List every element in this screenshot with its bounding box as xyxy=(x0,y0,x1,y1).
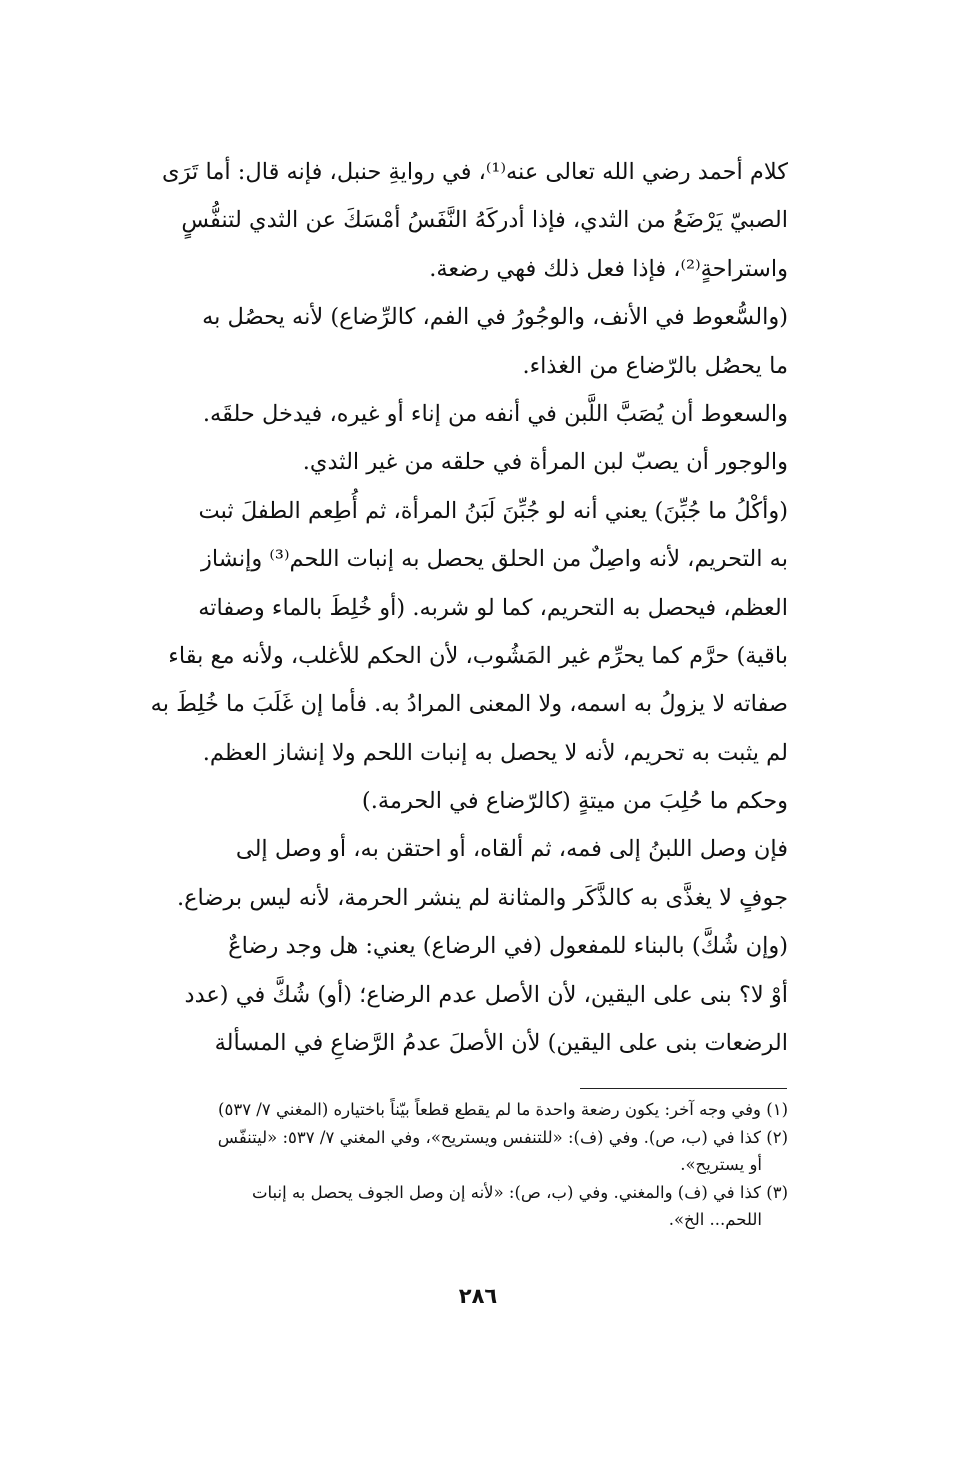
text-line: صفاته لا يزولُ به اسمه، ولا المعنى المرادُ به. فأما إن غَلَبَ ما خُلِطَ به xyxy=(150,691,788,718)
footnote-2: (٢) كذا في (ب، ص). وفي (ف): «للتنفس ويستريح»، وفي المغني ٧/ ٥٣٧: «ليتنفّس xyxy=(217,1127,788,1147)
text-line: الصبيّ يَرْضَعُ من الثدي، فإذا أدركَهُ النَّفَسُ أمْسَكَ عن الثدي لتنفُّسٍ xyxy=(181,207,788,234)
text-line: وحكم ما حُلِبَ من ميتةٍ (كالرّضاع في الحرمة.) xyxy=(361,788,788,815)
text-line: ما يحصُل بالرّضاع من الغذاء. xyxy=(522,352,788,379)
main-text xyxy=(118,148,788,1067)
text-line: لم يثبت به تحريم، لأنه لا يحصل به إنبات اللحم ولا إنشاز العظم. xyxy=(202,739,788,766)
text-line: الرضعات بنى على اليقين) لأن الأصلَ عدمُ الرَّضاعِ في المسألة xyxy=(214,1030,788,1057)
text-line: باقية) حرَّم كما يحرِّم غير المَشُوب، لأن الحكم للأغلب، ولأنه مع بقاء xyxy=(168,642,788,669)
text-line: (والسُّعوط في الأنف، والوجُورُ في الفم، كالرِّضاع) لأنه يحصُل به xyxy=(202,304,788,331)
footnote-3-continuation: اللحم... الخ». xyxy=(668,1210,762,1230)
text-line: والوجور أن يصبّ لبن المرأة في حلقه من غير الثدي. xyxy=(302,449,788,476)
page-number: ٢٨٦ xyxy=(458,1284,498,1308)
text-line: العظم، فيحصل به التحريم، كما لو شربه. (أو خُلِطَ بالماء وصفاته xyxy=(198,594,788,621)
footnote-2-continuation: أو يستريح». xyxy=(680,1155,762,1175)
footnote-3: (٣) كذا في (ف) والمغني. وفي (ب، ص): «لأنه إن وصل الجوف يحصل به إنبات xyxy=(251,1182,788,1202)
text-line: به التحريم، لأنه واصِلٌ من الحلق يحصل به إنبات اللحم⁽³⁾ وإنشاز xyxy=(201,546,788,573)
text-line: واستراحةٍ⁽²⁾، فإذا فعل ذلك فهي رضعة. xyxy=(429,255,788,282)
text-line: جوفٍ لا يغذَّى به كالذَّكَر والمثانة لم ينشر الحرمة، لأنه ليس برضاع. xyxy=(176,884,788,911)
text-line: والسعوط أن يُصَبَّ اللَّبن في أنفه من إناء أو غيره، فيدخل حلقَه. xyxy=(202,400,788,427)
text-line: كلام أحمد رضي الله تعالى عنه⁽¹⁾، في روايةِ حنبل، فإنه قال: أما تَرَى xyxy=(162,159,788,185)
footnotes xyxy=(140,1096,788,1234)
text-line: (وأكْلُ ما جُبِّنَ) يعني أنه لو جُبِّنَ لَبَنُ المرأة، ثم أُطِعم الطفلَ ثبت xyxy=(198,497,788,524)
footnote-separator xyxy=(580,1088,787,1089)
text-line: أوْ لا؟ بنى على اليقين، لأن الأصل عدم الرضاع؛ (أو) شُكَّ في (عدد xyxy=(184,981,788,1008)
footnote-1: (١) وفي وجه آخر: يكون رضعة واحدة ما لم يقطع قطعاً بيّناً باختياره (المغني ٧/ ٥٣٧) xyxy=(218,1100,788,1119)
text-line: (وإن شُكَّ) بالبناء للمفعول (في الرضاع) يعني: هل وجد رضاعٌ xyxy=(228,933,788,960)
text-line: فإن وصل اللبنُ إلى فمه، ثم ألقاه، أو احتقن به، أو وصل إلى xyxy=(235,836,788,863)
